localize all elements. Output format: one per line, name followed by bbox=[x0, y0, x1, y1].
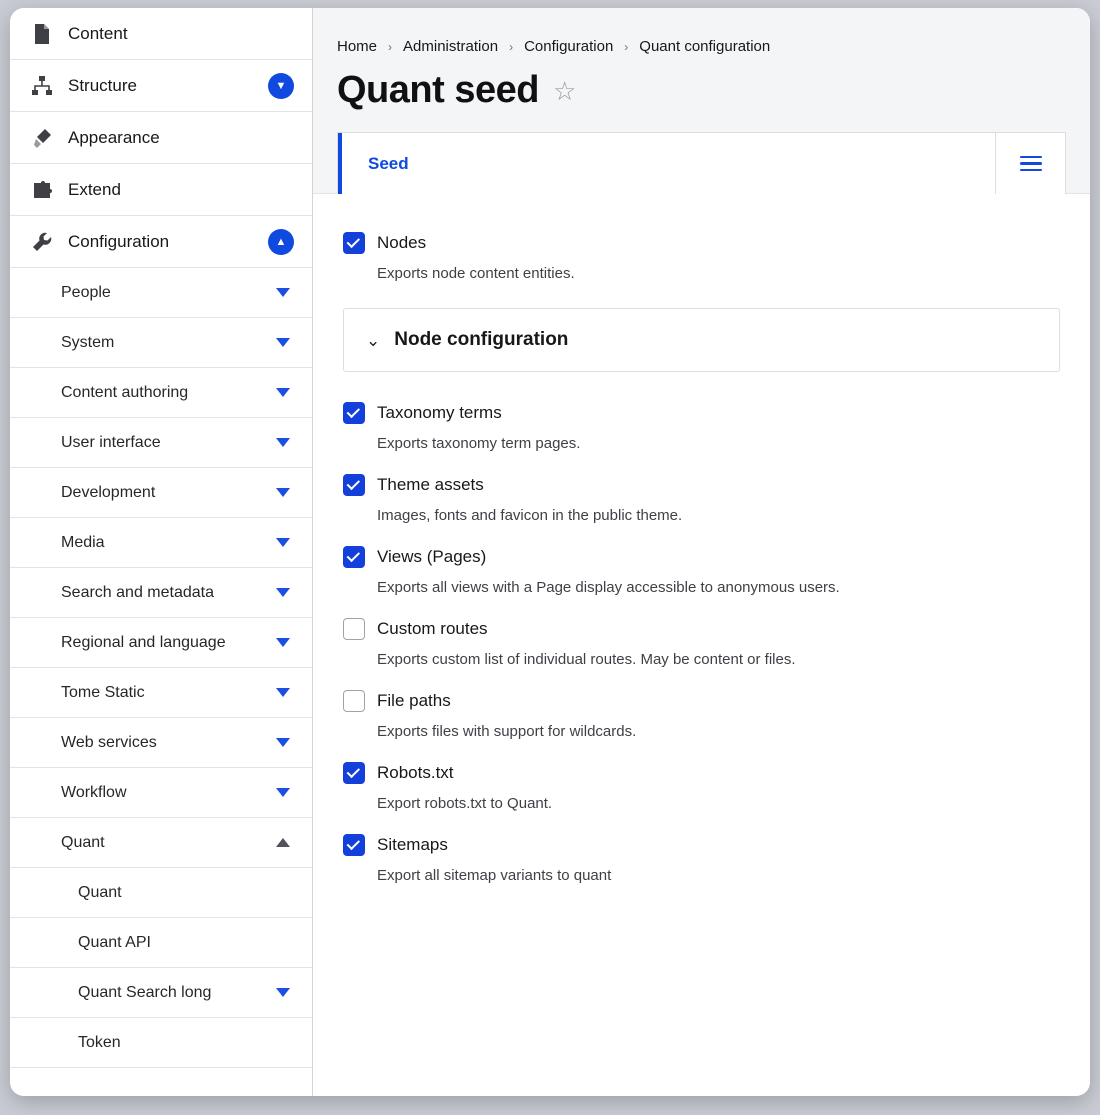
sidebar-item-quant-api[interactable] bbox=[10, 918, 312, 968]
breadcrumb-item-quant-configuration[interactable]: Quant configuration bbox=[639, 38, 771, 55]
checkbox-taxonomy-terms[interactable] bbox=[343, 402, 365, 424]
checkbox-description: Exports node content entities. bbox=[377, 265, 575, 282]
sidebar-item-label: Search and metadata bbox=[61, 583, 214, 601]
sidebar-item-label: Quant Search long bbox=[78, 983, 212, 1001]
checkbox-description: Images, fonts and favicon in the public theme. bbox=[377, 507, 683, 524]
breadcrumb-separator-icon: › bbox=[388, 39, 393, 54]
sidebar-item-quant-search-long[interactable] bbox=[10, 968, 312, 1018]
sidebar-item-label: Token bbox=[78, 1033, 121, 1051]
breadcrumb-item-home[interactable]: Home bbox=[337, 38, 378, 55]
page-title-row bbox=[337, 69, 1066, 112]
field-custom-routes bbox=[343, 618, 1060, 668]
sidebar-item-structure[interactable] bbox=[10, 60, 312, 112]
sidebar-item-label: Structure bbox=[68, 75, 137, 95]
sidebar-item-people[interactable] bbox=[10, 268, 312, 318]
breadcrumb-item-configuration[interactable]: Configuration bbox=[524, 38, 614, 55]
sidebar-item-label: Quant API bbox=[78, 933, 151, 951]
chevron-up-icon[interactable] bbox=[276, 838, 290, 847]
sidebar-item-appearance[interactable] bbox=[10, 112, 312, 164]
breadcrumb-item-administration[interactable]: Administration bbox=[403, 38, 499, 55]
breadcrumb-separator-icon: › bbox=[509, 39, 514, 54]
sidebar-item-label: Development bbox=[61, 483, 156, 501]
chevron-down-icon[interactable] bbox=[276, 538, 290, 547]
puzzle-icon bbox=[30, 178, 54, 202]
tab-seed[interactable] bbox=[338, 133, 995, 194]
sidebar-item-label: People bbox=[61, 283, 111, 301]
sidebar-item-quant[interactable] bbox=[10, 818, 312, 868]
checkbox-theme-assets[interactable] bbox=[343, 474, 365, 496]
seed-form bbox=[313, 194, 1090, 884]
checkbox-row[interactable] bbox=[343, 690, 1060, 712]
sidebar-item-content-authoring[interactable] bbox=[10, 368, 312, 418]
chevron-down-icon[interactable] bbox=[276, 438, 290, 447]
checkbox-description: Exports all views with a Page display accessible to anonymous users. bbox=[377, 579, 840, 596]
sidebar-item-label: Regional and language bbox=[61, 633, 226, 651]
checkbox-row[interactable] bbox=[343, 232, 1060, 254]
chevron-down-icon[interactable] bbox=[276, 688, 290, 697]
chevron-down-icon[interactable] bbox=[276, 638, 290, 647]
sidebar-item-regional-and-language[interactable] bbox=[10, 618, 312, 668]
checkbox-label: Sitemaps bbox=[377, 835, 448, 854]
sidebar-item-label: Content authoring bbox=[61, 383, 189, 401]
sidebar-item-media[interactable] bbox=[10, 518, 312, 568]
chevron-down-icon[interactable] bbox=[276, 788, 290, 797]
sidebar-item-label: Appearance bbox=[68, 127, 160, 147]
checkbox-label: File paths bbox=[377, 691, 451, 710]
checkbox-row[interactable] bbox=[343, 474, 1060, 496]
chevron-down-icon[interactable] bbox=[276, 338, 290, 347]
wrench-icon bbox=[30, 230, 54, 254]
sidebar-item-label: Extend bbox=[68, 179, 121, 199]
checkbox-label: Views (Pages) bbox=[377, 547, 487, 566]
breadcrumb-separator-icon: › bbox=[624, 39, 629, 54]
sidebar-item-configuration[interactable] bbox=[10, 216, 312, 268]
sidebar-item-tome-static[interactable] bbox=[10, 668, 312, 718]
page-title: Quant seed bbox=[337, 69, 539, 111]
checkbox-robots-txt[interactable] bbox=[343, 762, 365, 784]
sidebar-item-label: Content bbox=[68, 23, 128, 43]
checkbox-description: Export robots.txt to Quant. bbox=[377, 795, 553, 812]
checkbox-description: Exports files with support for wildcards. bbox=[377, 723, 637, 740]
field-robots-txt bbox=[343, 762, 1060, 812]
chevron-down-icon[interactable] bbox=[276, 738, 290, 747]
page-header bbox=[313, 8, 1090, 194]
field-views-pages bbox=[343, 546, 1060, 596]
details-node-configuration[interactable] bbox=[343, 308, 1060, 372]
field-file-paths bbox=[343, 690, 1060, 740]
checkbox-row[interactable] bbox=[343, 834, 1060, 856]
details-title: Node configuration bbox=[394, 329, 569, 350]
sidebar-item-system[interactable] bbox=[10, 318, 312, 368]
paintbrush-icon bbox=[30, 126, 54, 150]
chevron-down-icon[interactable] bbox=[276, 588, 290, 597]
checkbox-label: Theme assets bbox=[377, 475, 484, 494]
breadcrumb bbox=[337, 38, 1066, 55]
checkbox-row[interactable] bbox=[343, 402, 1060, 424]
chevron-up-icon[interactable]: ▲ bbox=[268, 229, 294, 255]
field-theme-assets bbox=[343, 474, 1060, 524]
sidebar-item-label: System bbox=[61, 333, 115, 351]
checkbox-description: Exports custom list of individual routes. May be content or files. bbox=[377, 651, 796, 668]
field-nodes bbox=[343, 232, 1060, 282]
sidebar-item-label: Quant bbox=[78, 883, 122, 901]
checkbox-file-paths[interactable] bbox=[343, 690, 365, 712]
sidebar-item-development[interactable] bbox=[10, 468, 312, 518]
app-window bbox=[10, 8, 1090, 1096]
chevron-down-icon[interactable]: ▼ bbox=[268, 73, 294, 99]
sidebar-item-label: Media bbox=[61, 533, 105, 551]
checkbox-row[interactable] bbox=[343, 618, 1060, 640]
checkbox-label: Nodes bbox=[377, 233, 427, 252]
sidebar-item-user-interface[interactable] bbox=[10, 418, 312, 468]
sidebar-item-label: Quant bbox=[61, 833, 105, 851]
checkbox-views-pages[interactable] bbox=[343, 546, 365, 568]
sidebar-item-token[interactable] bbox=[10, 1018, 312, 1068]
tab-menu-button[interactable] bbox=[995, 133, 1065, 194]
field-taxonomy-terms bbox=[343, 402, 1060, 452]
checkbox-custom-routes[interactable] bbox=[343, 618, 365, 640]
chevron-down-icon[interactable] bbox=[276, 288, 290, 297]
hamburger-icon bbox=[1020, 156, 1042, 172]
checkbox-sitemaps[interactable] bbox=[343, 834, 365, 856]
chevron-down-icon[interactable] bbox=[276, 388, 290, 397]
sidebar-item-label: User interface bbox=[61, 433, 161, 451]
sidebar-item-extend[interactable] bbox=[10, 164, 312, 216]
admin-sidebar[interactable] bbox=[10, 8, 313, 1096]
checkbox-label: Robots.txt bbox=[377, 763, 454, 782]
sidebar-item-web-services[interactable] bbox=[10, 718, 312, 768]
field-sitemaps bbox=[343, 834, 1060, 884]
structure-icon bbox=[30, 74, 54, 98]
sidebar-item-workflow[interactable] bbox=[10, 768, 312, 818]
main-content bbox=[313, 8, 1090, 1096]
sidebar-item-search-and-metadata[interactable] bbox=[10, 568, 312, 618]
tab-label: Seed bbox=[368, 153, 409, 173]
sidebar-item-content[interactable] bbox=[10, 8, 312, 60]
checkbox-nodes[interactable] bbox=[343, 232, 365, 254]
checkbox-description: Export all sitemap variants to quant bbox=[377, 867, 612, 884]
tab-bar bbox=[337, 132, 1066, 194]
chevron-down-icon[interactable]: ⌄ bbox=[366, 330, 381, 350]
sidebar-item-label: Tome Static bbox=[61, 683, 145, 701]
checkbox-label: Taxonomy terms bbox=[377, 403, 502, 422]
checkbox-description: Exports taxonomy term pages. bbox=[377, 435, 581, 452]
sidebar-item-label: Configuration bbox=[68, 231, 170, 251]
star-icon[interactable]: ☆ bbox=[552, 75, 577, 106]
sidebar-item-label: Workflow bbox=[61, 783, 127, 801]
chevron-down-icon[interactable] bbox=[276, 488, 290, 497]
sidebar-item-quant-child[interactable] bbox=[10, 868, 312, 918]
sidebar-item-label: Web services bbox=[61, 733, 157, 751]
checkbox-label: Custom routes bbox=[377, 619, 488, 638]
document-icon bbox=[30, 22, 54, 46]
checkbox-row[interactable] bbox=[343, 546, 1060, 568]
chevron-down-icon[interactable] bbox=[276, 988, 290, 997]
checkbox-row[interactable] bbox=[343, 762, 1060, 784]
